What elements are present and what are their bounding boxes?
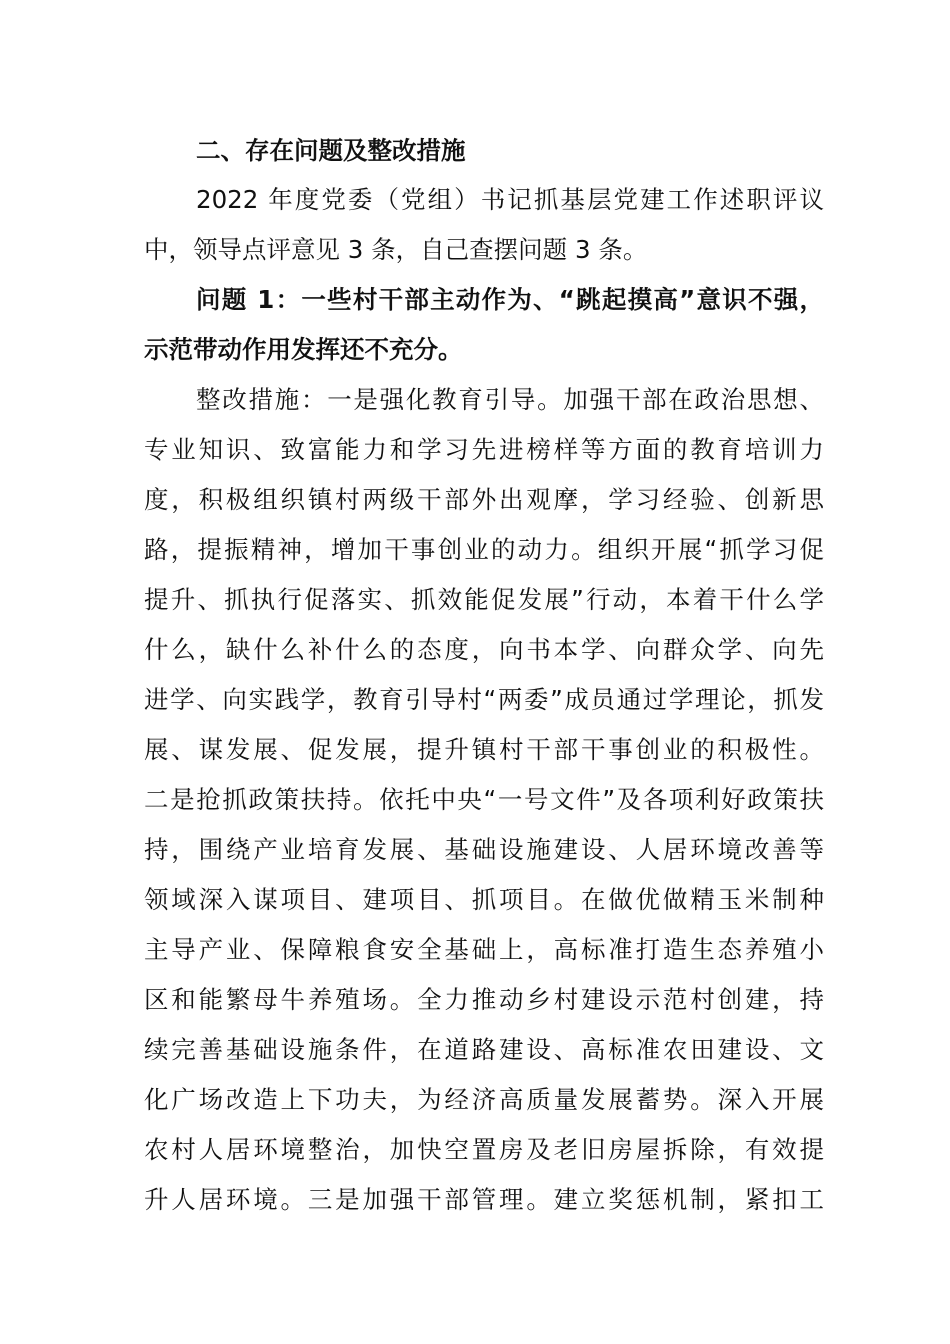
body-line: 整改措施：一是强化教育引导。加强干部在政治思想、 [196, 385, 824, 414]
body-line: 路，提振精神，增加干事创业的动力。组织开展“抓学习促 [144, 535, 824, 564]
body-line: 二是抢抓政策扶持。依托中央“一号文件”及各项利好政策扶 [144, 785, 824, 814]
body-line: 农村人居环境整治，加快空置房及老旧房屋拆除，有效提 [144, 1135, 824, 1164]
problem-title-line: 示范带动作用发挥还不充分。 [144, 335, 463, 364]
body-line: 进学、向实践学，教育引导村“两委”成员通过学理论，抓发 [144, 685, 824, 714]
body-line: 主导产业、保障粮食安全基础上，高标准打造生态养殖小 [144, 935, 824, 964]
body-line: 升人居环境。三是加强干部管理。建立奖惩机制，紧扣工 [144, 1185, 824, 1214]
body-line: 续完善基础设施条件，在道路建设、高标准农田建设、文 [144, 1035, 824, 1064]
body-line: 提升、抓执行促落实、抓效能促发展”行动，本着干什么学 [144, 585, 824, 614]
intro-line: 中，领导点评意见 3 条，自己查摆问题 3 条。 [144, 235, 648, 264]
problem-title-line: 问题 1：一些村干部主动作为、“跳起摸高”意识不强， [196, 285, 824, 314]
body-line: 度，积极组织镇村两级干部外出观摩，学习经验、创新思 [144, 485, 824, 514]
body-line: 持，围绕产业培育发展、基础设施建设、人居环境改善等 [144, 835, 824, 864]
body-line: 化广场改造上下功夫，为经济高质量发展蓄势。深入开展 [144, 1085, 824, 1114]
intro-line: 2022 年度党委（党组）书记抓基层党建工作述职评议 [196, 185, 824, 214]
section-heading: 二、存在问题及整改措施 [196, 136, 466, 165]
body-line: 展、谋发展、促发展，提升镇村干部干事创业的积极性。 [144, 735, 824, 764]
body-line: 区和能繁母牛养殖场。全力推动乡村建设示范村创建，持 [144, 985, 824, 1014]
body-line: 专业知识、致富能力和学习先进榜样等方面的教育培训力 [144, 435, 824, 464]
body-line: 领域深入谋项目、建项目、抓项目。在做优做精玉米制种 [144, 885, 824, 914]
body-line: 什么，缺什么补什么的态度，向书本学、向群众学、向先 [144, 635, 824, 664]
